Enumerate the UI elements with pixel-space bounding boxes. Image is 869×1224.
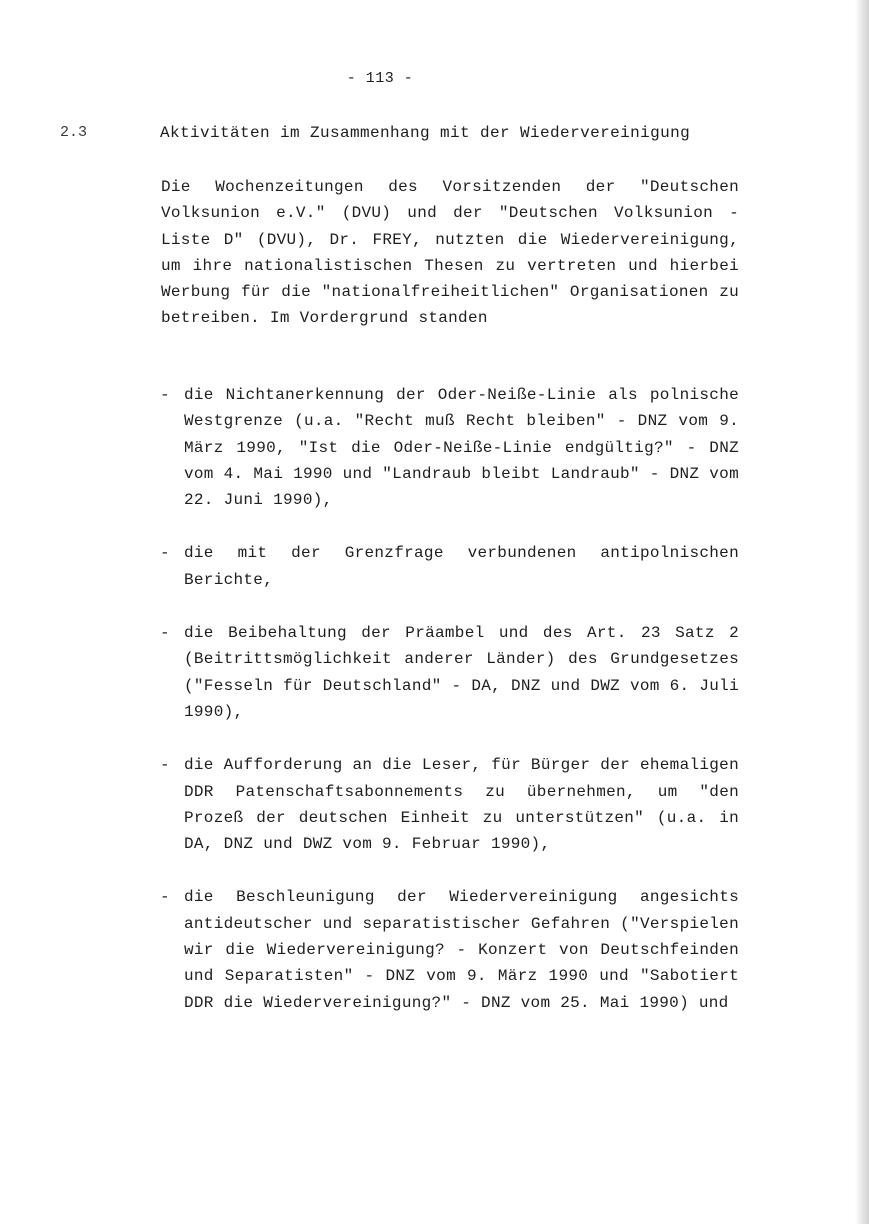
list-item bbox=[0, 620, 869, 725]
bullet-dash: - bbox=[160, 544, 170, 563]
list-item-text: die Aufforderung an die Leser, für Bürger der ehemaligen DDR Patenschaftsabonnements zu übernehmen, um "den Prozeß der deutschen Einheit zu unterstützen" (u.a. in DA, DNZ und DWZ vom 9. Februar 1990), bbox=[184, 756, 739, 854]
bullet-dash: - bbox=[160, 624, 170, 643]
list-item-text: die mit der Grenzfrage verbundenen antipolnischen Berichte, bbox=[184, 544, 739, 589]
list-item bbox=[0, 540, 869, 593]
bullet-dash: - bbox=[160, 888, 170, 907]
list-item bbox=[0, 752, 869, 857]
bullet-list bbox=[0, 382, 869, 1043]
section-number: 2.3 bbox=[60, 124, 88, 141]
bullet-dash: - bbox=[160, 756, 170, 775]
page-number: - 113 - bbox=[346, 70, 414, 87]
list-item-text: die Beschleunigung der Wiedervereinigung angesichts antideutscher und separatistischer Gefahren ("Verspielen wir die Wiedervereinigung? - Konzert von Deutschfeinden und Separatisten" - DNZ vom 9. März 1990 und "Sabotiert DDR die Wiedervereinigung?" - DNZ vom 25. Mai 1990) und bbox=[184, 888, 739, 1012]
bullet-dash: - bbox=[160, 386, 170, 404]
list-item-text: die Beibehaltung der Präambel und des Art. 23 Satz 2 (Beitrittsmöglichkeit anderer Länder) des Grundgesetzes ("Fesseln für Deutschland" - DA, DNZ und DWZ vom 6. Juli 1990), bbox=[184, 624, 739, 721]
list-item bbox=[0, 382, 869, 513]
list-item bbox=[0, 884, 869, 1015]
list-item-text: die Nichtanerkennung der Oder-Neiße-Linie als polnische Westgrenze (u.a. "Recht muß Recht bleiben" - DNZ vom 9. März 1990, "Ist die Oder-Neiße-Linie endgültig?" - DNZ vom 4. Mai 1990 und "Landraub bleibt Landraub" - DNZ vom 22. Juni 1990), bbox=[184, 386, 739, 510]
section-title: Aktivitäten im Zusammenhang mit der Wiedervereinigung bbox=[160, 124, 691, 142]
intro-paragraph: Die Wochenzeitungen des Vorsitzenden der "Deutschen Volksunion e.V." (DVU) und der "Deutschen Volksunion - Liste D" (DVU), Dr. FREY, nutzten die Wiedervereinigung, um ihre nationalistischen Thesen zu vertreten und hierbei Werbung für die "nationalfreiheitlichen" Organisationen zu betreiben. Im Vordergrund standen bbox=[161, 178, 739, 328]
